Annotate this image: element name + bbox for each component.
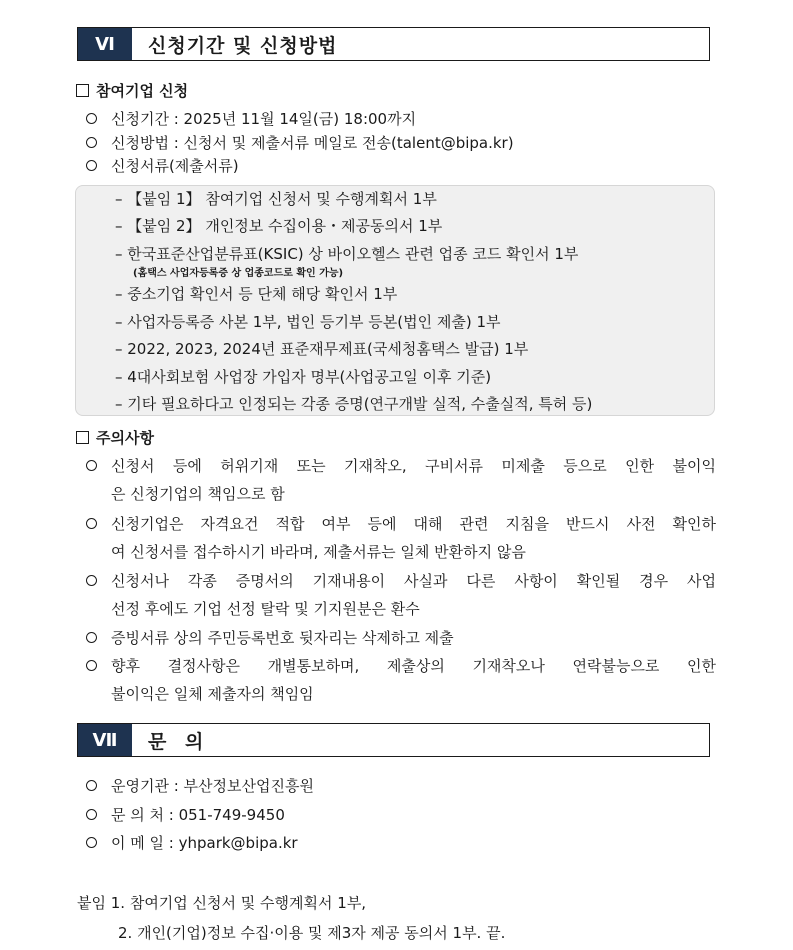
apply-period-text: 신청기간 : 2025년 11월 14일(금) 18:00까지 — [111, 110, 417, 128]
section-7-number: Ⅶ — [78, 724, 132, 756]
apply-method-text: 신청방법 : 신청서 및 제출서류 메일로 전송(talent@bipa.kr) — [111, 134, 514, 152]
circle-bullet-icon — [86, 518, 97, 529]
doc-item: – 【붙임 1】 참여기업 신청서 및 수행계획서 1부 — [115, 190, 437, 208]
doc-item: – 【붙임 2】 개인정보 수집이용・제공동의서 1부 — [115, 217, 443, 235]
contact-org-text: 운영기관 : 부산정보산업진흥원 — [111, 777, 314, 795]
section-7-title: 문 의 — [148, 730, 210, 753]
section-7-header — [77, 723, 710, 757]
note-text: 신청서나 각종 증명서의 기재내용이 사실과 다른 사항이 확인될 경우 사업 — [111, 572, 716, 590]
note-text-cont: 은 신청기업의 책임으로 함 — [111, 485, 285, 503]
circle-bullet-icon — [86, 780, 97, 791]
section-6-header — [77, 27, 710, 61]
apply-subheading — [76, 80, 188, 101]
doc-item: – 한국표준산업분류표(KSIC) 상 바이오헬스 관련 업종 코드 확인서 1부 — [115, 245, 579, 263]
circle-bullet-icon — [86, 632, 97, 643]
contact-email-text: 이 메 일 : yhpark@bipa.kr — [111, 834, 298, 852]
apply-method — [86, 132, 514, 153]
notes-subheading-label: 주의사항 — [96, 429, 154, 447]
circle-bullet-icon — [86, 660, 97, 671]
note-text: 향후 결정사항은 개별통보하며, 제출상의 기재착오나 연락불능으로 인한 — [111, 657, 716, 675]
note-text-cont: 여 신청서를 접수하시기 바라며, 제출서류는 일체 반환하지 않음 — [111, 543, 526, 561]
circle-bullet-icon — [86, 460, 97, 471]
circle-bullet-icon — [86, 809, 97, 820]
circle-bullet-icon — [86, 160, 97, 171]
note-item-1 — [86, 451, 716, 509]
note-text: 신청기업은 자격요건 적합 여부 등에 대해 관련 지침을 반드시 사전 확인하 — [111, 515, 716, 533]
circle-bullet-icon — [86, 837, 97, 848]
doc-item: – 사업자등록증 사본 1부, 법인 등기부 등본(법인 제출) 1부 — [115, 313, 501, 331]
apply-period — [86, 108, 416, 129]
apply-docs-text: 신청서류(제출서류) — [111, 157, 239, 175]
notes-subheading — [76, 427, 154, 448]
contact-email — [86, 832, 298, 853]
contact-org — [86, 775, 314, 796]
note-item-5 — [86, 651, 716, 709]
note-item-2 — [86, 509, 716, 567]
circle-bullet-icon — [86, 137, 97, 148]
contact-phone — [86, 804, 285, 825]
note-text: 신청서 등에 허위기재 또는 기재착오, 구비서류 미제출 등으로 인한 불이익 — [111, 457, 716, 475]
attachment-line-1: 붙임 1. 참여기업 신청서 및 수행계획서 1부, — [77, 894, 367, 912]
doc-item: – 중소기업 확인서 등 단체 해당 확인서 1부 — [115, 285, 398, 303]
doc-item: – 기타 필요하다고 인정되는 각종 증명(연구개발 실적, 수출실적, 특허 등) — [115, 395, 593, 413]
checkbox-icon — [76, 84, 89, 97]
section-6-title: 신청기간 및 신청방법 — [148, 34, 338, 57]
note-text-cont: 불이익은 일체 제출자의 책임임 — [111, 685, 314, 703]
note-item-3 — [86, 566, 716, 624]
checkbox-icon — [76, 431, 89, 444]
note-text: 증빙서류 상의 주민등록번호 뒷자리는 삭제하고 제출 — [111, 629, 454, 647]
apply-docs — [86, 155, 239, 176]
section-6-number: Ⅵ — [78, 28, 132, 60]
circle-bullet-icon — [86, 113, 97, 124]
note-text-cont: 선정 후에도 기업 선정 탈락 및 기지원분은 환수 — [111, 600, 420, 618]
doc-item: – 2022, 2023, 2024년 표준재무제표(국세청홈택스 발급) 1부 — [115, 340, 529, 358]
circle-bullet-icon — [86, 575, 97, 586]
note-item-4 — [86, 623, 716, 652]
doc-item: – 4대사회보험 사업장 가입자 명부(사업공고일 이후 기준) — [115, 368, 492, 386]
attachment-line-2: 2. 개인(기업)정보 수집·이용 및 제3자 제공 동의서 1부. 끝. — [118, 924, 506, 942]
contact-phone-text: 문 의 처 : 051-749-9450 — [111, 806, 285, 824]
ksic-note: (홈택스 사업자등록증 상 업종코드로 확인 가능) — [133, 268, 344, 279]
apply-subheading-label: 참여기업 신청 — [96, 82, 189, 100]
